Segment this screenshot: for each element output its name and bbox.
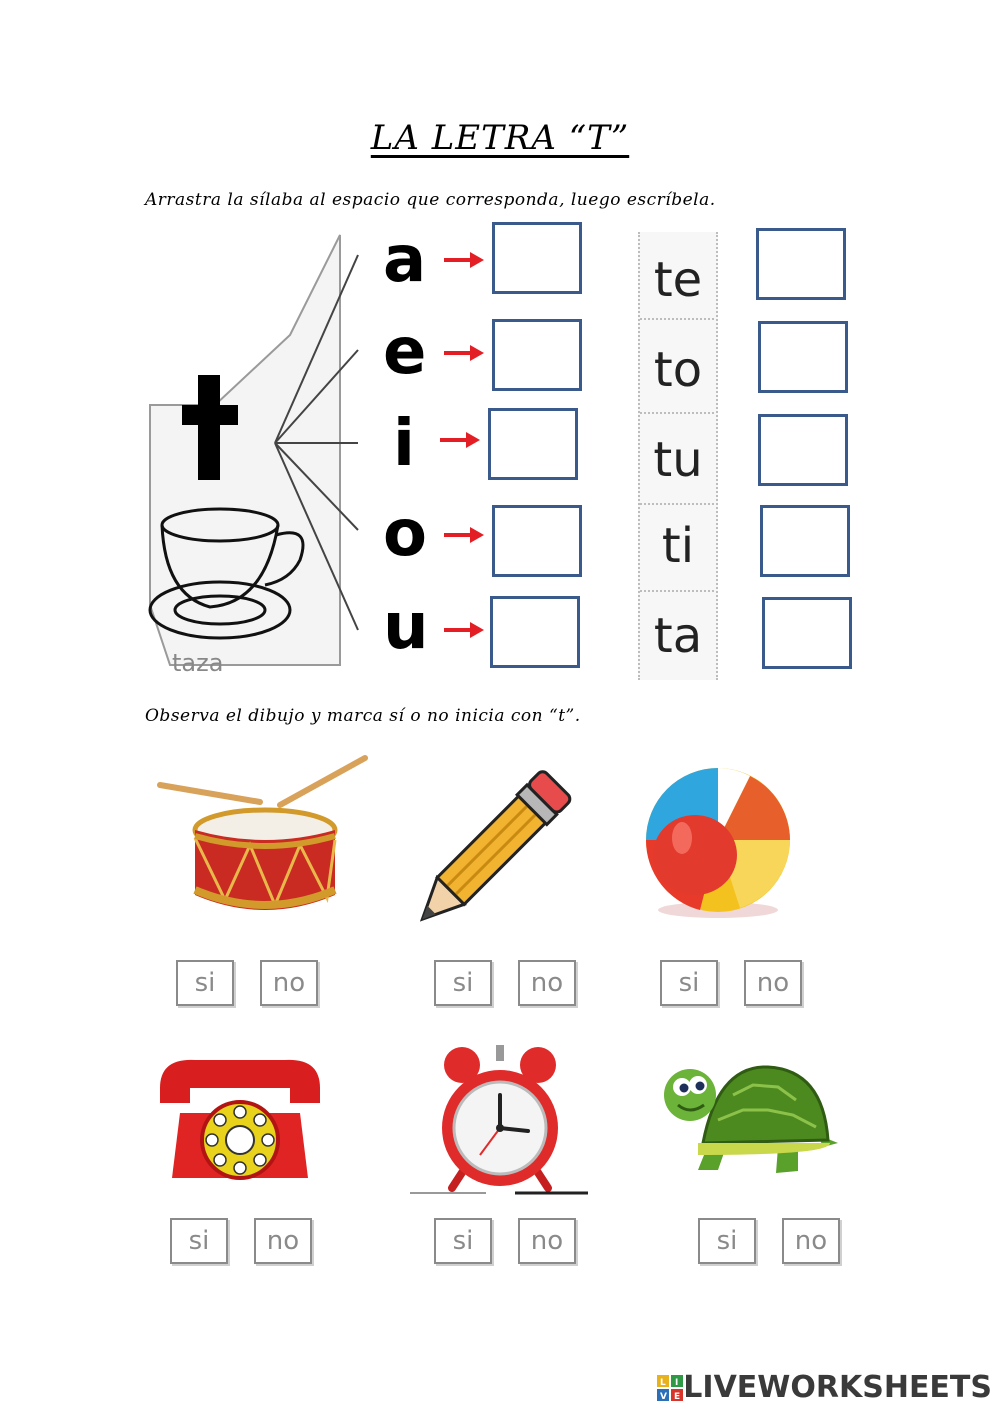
write-box-5[interactable] [762,597,852,669]
drum-icon [155,750,370,925]
drop-box-o[interactable] [492,505,582,577]
vowel-i: i [393,407,415,481]
pencil-icon [415,755,590,925]
no-checkbox-pencil[interactable]: no [518,960,576,1006]
yes-checkbox-ball[interactable]: si [660,960,718,1006]
svg-text:L: L [660,1377,667,1388]
write-box-2[interactable] [758,321,848,393]
vowel-o: o [383,497,427,571]
write-box-1[interactable] [756,228,846,300]
page-title-text: LA LETRA “T” [370,118,630,158]
turtle-icon [658,1055,840,1175]
write-box-4[interactable] [760,505,850,577]
yes-checkbox-telephone[interactable]: si [170,1218,228,1264]
yes-checkbox-pencil[interactable]: si [434,960,492,1006]
beach-ball-icon [640,760,795,920]
vowel-e: e [383,315,427,389]
syllable-tile-to[interactable]: to [653,342,703,398]
arrow-right-icon [442,620,484,640]
drop-box-e[interactable] [492,319,582,391]
drop-box-a[interactable] [492,222,582,294]
alarm-clock-icon [410,1043,590,1195]
syllable-tile-ta[interactable]: ta [653,608,703,664]
divider [640,503,714,505]
vowel-a: a [383,223,427,297]
write-box-3[interactable] [758,414,848,486]
arrow-right-icon [442,525,484,545]
no-checkbox-ball[interactable]: no [744,960,802,1006]
liveworksheets-logo [657,1370,992,1405]
svg-text:V: V [660,1391,668,1401]
cup-caption: taza [172,649,224,677]
no-checkbox-drum[interactable]: no [260,960,318,1006]
arrow-right-icon [438,430,480,450]
yes-checkbox-turtle[interactable]: si [698,1218,756,1264]
yes-checkbox-drum[interactable]: si [176,960,234,1006]
logo-text: LIVEWORKSHEETS [683,1370,992,1405]
no-checkbox-telephone[interactable]: no [254,1218,312,1264]
vowel-u: u [383,590,429,664]
instruction-observe: Observa el dibujo y marca sí o no inicia con “t”. [145,706,581,726]
no-checkbox-turtle[interactable]: no [782,1218,840,1264]
yes-checkbox-clock[interactable]: si [434,1218,492,1264]
drop-box-i[interactable] [488,408,578,480]
diagram-background [150,235,340,665]
logo-badge-icon [657,1375,683,1401]
telephone-icon [150,1048,330,1188]
divider [640,412,714,414]
arrow-right-icon [442,343,484,363]
no-checkbox-clock[interactable]: no [518,1218,576,1264]
syllable-tile-te[interactable]: te [653,252,703,308]
page-title [0,118,1000,158]
syllable-tile-tu[interactable]: tu [653,432,703,488]
arrow-right-icon [442,250,484,270]
svg-text:E: E [674,1391,681,1401]
divider [640,590,714,592]
svg-text:I: I [675,1377,679,1388]
drop-box-u[interactable] [490,596,580,668]
divider [640,318,714,320]
syllable-tile-ti[interactable]: ti [661,518,695,574]
instruction-drag: Arrastra la sílaba al espacio que corresponda, luego escríbela. [145,190,716,210]
